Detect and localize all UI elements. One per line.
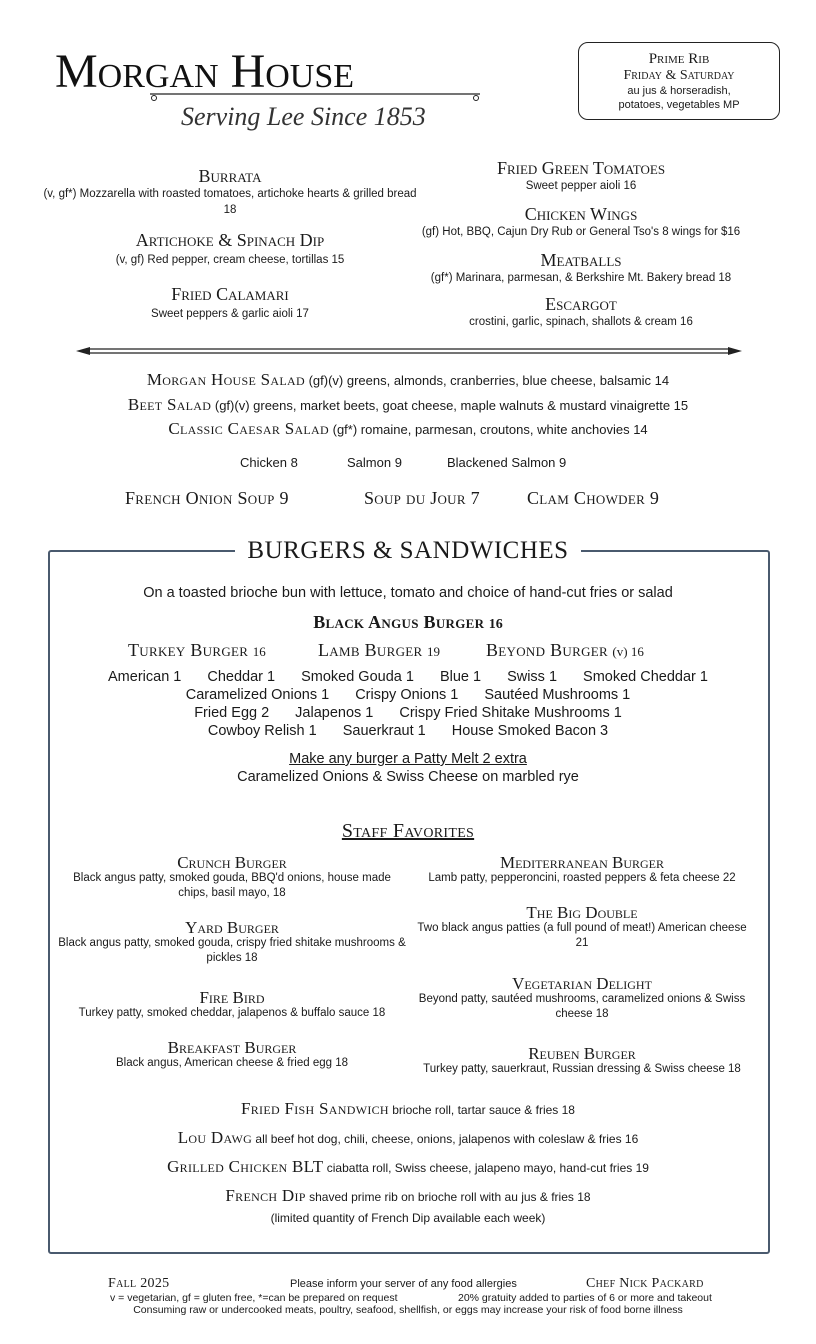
burger-addons-row — [0, 704, 816, 722]
appetizer-name: Meatballs — [540, 250, 622, 270]
staff-item-name: Fire Bird — [199, 988, 265, 1007]
burger-name: Turkey Burger — [128, 640, 249, 660]
addon-item: Sauerkraut 1 — [342, 723, 426, 739]
addon-item: Crispy Onions 1 — [355, 687, 459, 703]
staff-item-desc: Turkey patty, smoked cheddar, jalapenos & buffalo sauce 18 — [78, 1007, 386, 1019]
burger-addons-row — [0, 668, 816, 686]
appetizer-name: Chicken Wings — [524, 204, 638, 224]
burger-price: 16 — [252, 644, 266, 659]
burger-item — [486, 640, 644, 661]
salad-addon: Chicken 8 — [240, 455, 298, 470]
appetizer-name: Artichoke & Spinach Dip — [135, 230, 325, 250]
appetizer-item — [396, 158, 766, 194]
appetizer-desc: (gf) Hot, BBQ, Cajun Dry Rub or General Tso's 8 wings for $16 — [421, 226, 741, 238]
sandwich-item — [0, 1128, 816, 1148]
staff-item-desc: Black angus patty, smoked gouda, crispy fried shitake mushrooms & pickles 18 — [58, 937, 406, 964]
logo-title: Morgan House — [55, 45, 355, 98]
sandwich-item — [0, 1099, 816, 1119]
staff-item-desc: Two black angus patties (a full pound of meat!) American cheese 21 — [417, 922, 747, 949]
salad-item — [0, 395, 816, 415]
staff-item-name: Yard Burger — [185, 918, 279, 937]
addon-item: Sautéed Mushrooms 1 — [484, 687, 631, 703]
addon-item: Smoked Gouda 1 — [301, 669, 414, 685]
sandwich-desc: ciabatta roll, Swiss cheese, jalapeno mayo, hand-cut fries 19 — [326, 1161, 649, 1175]
prime-rib-line1: au jus & horseradish, — [627, 85, 731, 97]
appetizer-item — [36, 166, 424, 218]
appetizer-item — [396, 250, 766, 286]
salad-item — [0, 419, 816, 439]
burger-price: 19 — [426, 644, 440, 659]
footer-warning: Consuming raw or undercooked meats, poultry, seafood, shellfish, or eggs may increase your risk of food borne illness — [133, 1304, 683, 1316]
addon-item: Blue 1 — [439, 669, 482, 685]
sandwich-item — [0, 1157, 816, 1177]
burgers-intro: On a toasted brioche bun with lettuce, tomato and choice of hand-cut fries or salad — [143, 585, 673, 601]
sandwich-name: Fried Fish Sandwich — [241, 1099, 389, 1118]
appetizer-name: Fried Green Tomatoes — [496, 158, 666, 178]
footer-gratuity: 20% gratuity added to parties of 6 or more and takeout — [458, 1292, 712, 1304]
sandwich-name: Lou Dawg — [177, 1128, 253, 1147]
staff-favorites-title: Staff Favorites — [341, 820, 475, 842]
addon-item: Crispy Fried Shitake Mushrooms 1 — [399, 705, 622, 721]
addon-item: Cowboy Relish 1 — [207, 723, 317, 739]
staff-item — [58, 920, 406, 966]
sandwich-item — [0, 1186, 816, 1206]
salad-addon: Blackened Salmon 9 — [447, 455, 567, 470]
black-angus-price: 16 — [488, 617, 503, 632]
addon-item: Cheddar 1 — [207, 669, 276, 685]
logo-tagline: Serving Lee Since 1853 — [181, 102, 426, 131]
salad-name: Beet Salad — [127, 395, 212, 414]
staff-item-name: Vegetarian Delight — [512, 974, 652, 993]
staff-item-desc: Black angus, American cheese & fried egg 18 — [115, 1057, 349, 1069]
staff-item-desc: Beyond patty, sautéed mushrooms, caramelized onions & Swiss cheese 18 — [418, 993, 746, 1020]
addon-item: House Smoked Bacon 3 — [451, 723, 609, 739]
restaurant-logo — [55, 44, 525, 140]
addon-item: Jalapenos 1 — [295, 705, 374, 721]
salad-addon: Salmon 9 — [347, 455, 402, 470]
sandwich-name: French Dip — [225, 1186, 306, 1205]
staff-item-desc: Lamb patty, pepperoncini, roasted peppers & feta cheese 22 — [428, 872, 736, 884]
staff-item — [404, 1046, 760, 1077]
burger-price: (v) 16 — [612, 644, 644, 659]
appetizer-desc: crostini, garlic, spinach, shallots & cream 16 — [469, 316, 693, 328]
footer-chef: Chef Nick Packard — [586, 1276, 704, 1291]
burger-addons-row — [0, 686, 816, 704]
appetizer-desc: Sweet pepper aioli 16 — [525, 180, 637, 192]
appetizer-desc: (v, gf) Red pepper, cream cheese, tortillas 15 — [115, 254, 345, 266]
burger-name: Beyond Burger — [486, 640, 608, 660]
salad-name: Classic Caesar Salad — [168, 419, 329, 438]
burger-item — [318, 640, 440, 661]
french-dip-note: (limited quantity of French Dip available each week) — [270, 1211, 546, 1225]
salad-item — [0, 370, 816, 390]
burgers-section-title — [0, 537, 816, 565]
staff-item-name: Breakfast Burger — [167, 1038, 297, 1057]
salad-desc: (gf*) romaine, parmesan, croutons, white anchovies 14 — [332, 422, 648, 437]
logo-flourish-icon — [150, 89, 480, 103]
staff-item — [58, 855, 406, 901]
prime-rib-special — [578, 42, 780, 120]
staff-item — [58, 1040, 406, 1071]
staff-item — [404, 905, 760, 951]
burger-addons-row — [0, 722, 816, 740]
black-angus-burger — [0, 612, 816, 633]
addon-item: Fried Egg 2 — [194, 705, 270, 721]
staff-item — [404, 855, 760, 886]
burger-item — [128, 640, 266, 661]
prime-rib-days: Friday & Saturday — [623, 68, 735, 83]
staff-item-desc: Black angus patty, smoked gouda, BBQ'd onions, house made chips, basil mayo, 18 — [73, 872, 391, 899]
appetizer-name: Burrata — [198, 166, 262, 186]
footer-allergy: Please inform your server of any food allergies — [290, 1278, 517, 1290]
appetizer-desc: Sweet peppers & garlic aioli 17 — [151, 308, 309, 320]
appetizer-desc: (v, gf*) Mozzarella with roasted tomatoes, artichoke hearts & grilled bread 18 — [43, 188, 417, 216]
salad-desc: (gf)(v) greens, market beets, goat cheese, maple walnuts & mustard vinaigrette 15 — [214, 398, 689, 413]
staff-item-name: Reuben Burger — [528, 1044, 636, 1063]
soup-item: Clam Chowder 9 — [527, 488, 660, 508]
prime-rib-line2: potatoes, vegetables MP — [618, 99, 740, 111]
salad-name: Morgan House Salad — [146, 370, 305, 389]
soup-item: Soup du Jour 7 — [364, 488, 480, 508]
burgers-title-text: BURGERS & SANDWICHES — [235, 537, 580, 564]
prime-rib-title: Prime Rib — [648, 51, 710, 67]
addon-item: Swiss 1 — [507, 669, 558, 685]
black-angus-name: Black Angus Burger — [313, 612, 485, 632]
section-divider — [76, 344, 742, 358]
patty-melt-offer: Make any burger a Patty Melt 2 extra — [289, 751, 527, 767]
appetizer-item — [396, 294, 766, 330]
staff-item-name: Crunch Burger — [177, 853, 287, 872]
patty-melt-desc: Caramelized Onions & Swiss Cheese on marbled rye — [237, 769, 579, 785]
appetizer-name: Fried Calamari — [171, 284, 289, 304]
addon-item: American 1 — [108, 669, 182, 685]
staff-item-desc: Turkey patty, sauerkraut, Russian dressing & Swiss cheese 18 — [423, 1063, 741, 1075]
sandwich-name: Grilled Chicken BLT — [167, 1157, 324, 1176]
addon-item: Smoked Cheddar 1 — [583, 669, 708, 685]
staff-item — [58, 990, 406, 1021]
salad-desc: (gf)(v) greens, almonds, cranberries, blue cheese, balsamic 14 — [308, 373, 670, 388]
appetizer-name: Escargot — [545, 294, 617, 314]
burger-name: Lamb Burger — [318, 640, 423, 660]
staff-item-name: The Big Double — [526, 903, 638, 922]
soup-item: French Onion Soup 9 — [125, 488, 289, 508]
appetizer-item — [36, 284, 424, 322]
sandwich-desc: brioche roll, tartar sauce & fries 18 — [392, 1103, 575, 1117]
staff-item-name: Mediterranean Burger — [499, 853, 665, 872]
staff-item — [404, 976, 760, 1022]
appetizer-item — [36, 230, 424, 268]
addon-item: Caramelized Onions 1 — [185, 687, 330, 703]
appetizer-desc: (gf*) Marinara, parmesan, & Berkshire Mt. Bakery bread 18 — [430, 272, 732, 284]
appetizer-item — [396, 204, 766, 240]
sandwich-desc: all beef hot dog, chili, cheese, onions, jalapenos with coleslaw & fries 16 — [255, 1132, 639, 1146]
sandwich-desc: shaved prime rib on brioche roll with au jus & fries 18 — [309, 1190, 591, 1204]
footer-season: Fall 2025 — [108, 1276, 170, 1291]
footer-legend: v = vegetarian, gf = gluten free, *=can be prepared on request — [110, 1292, 398, 1304]
